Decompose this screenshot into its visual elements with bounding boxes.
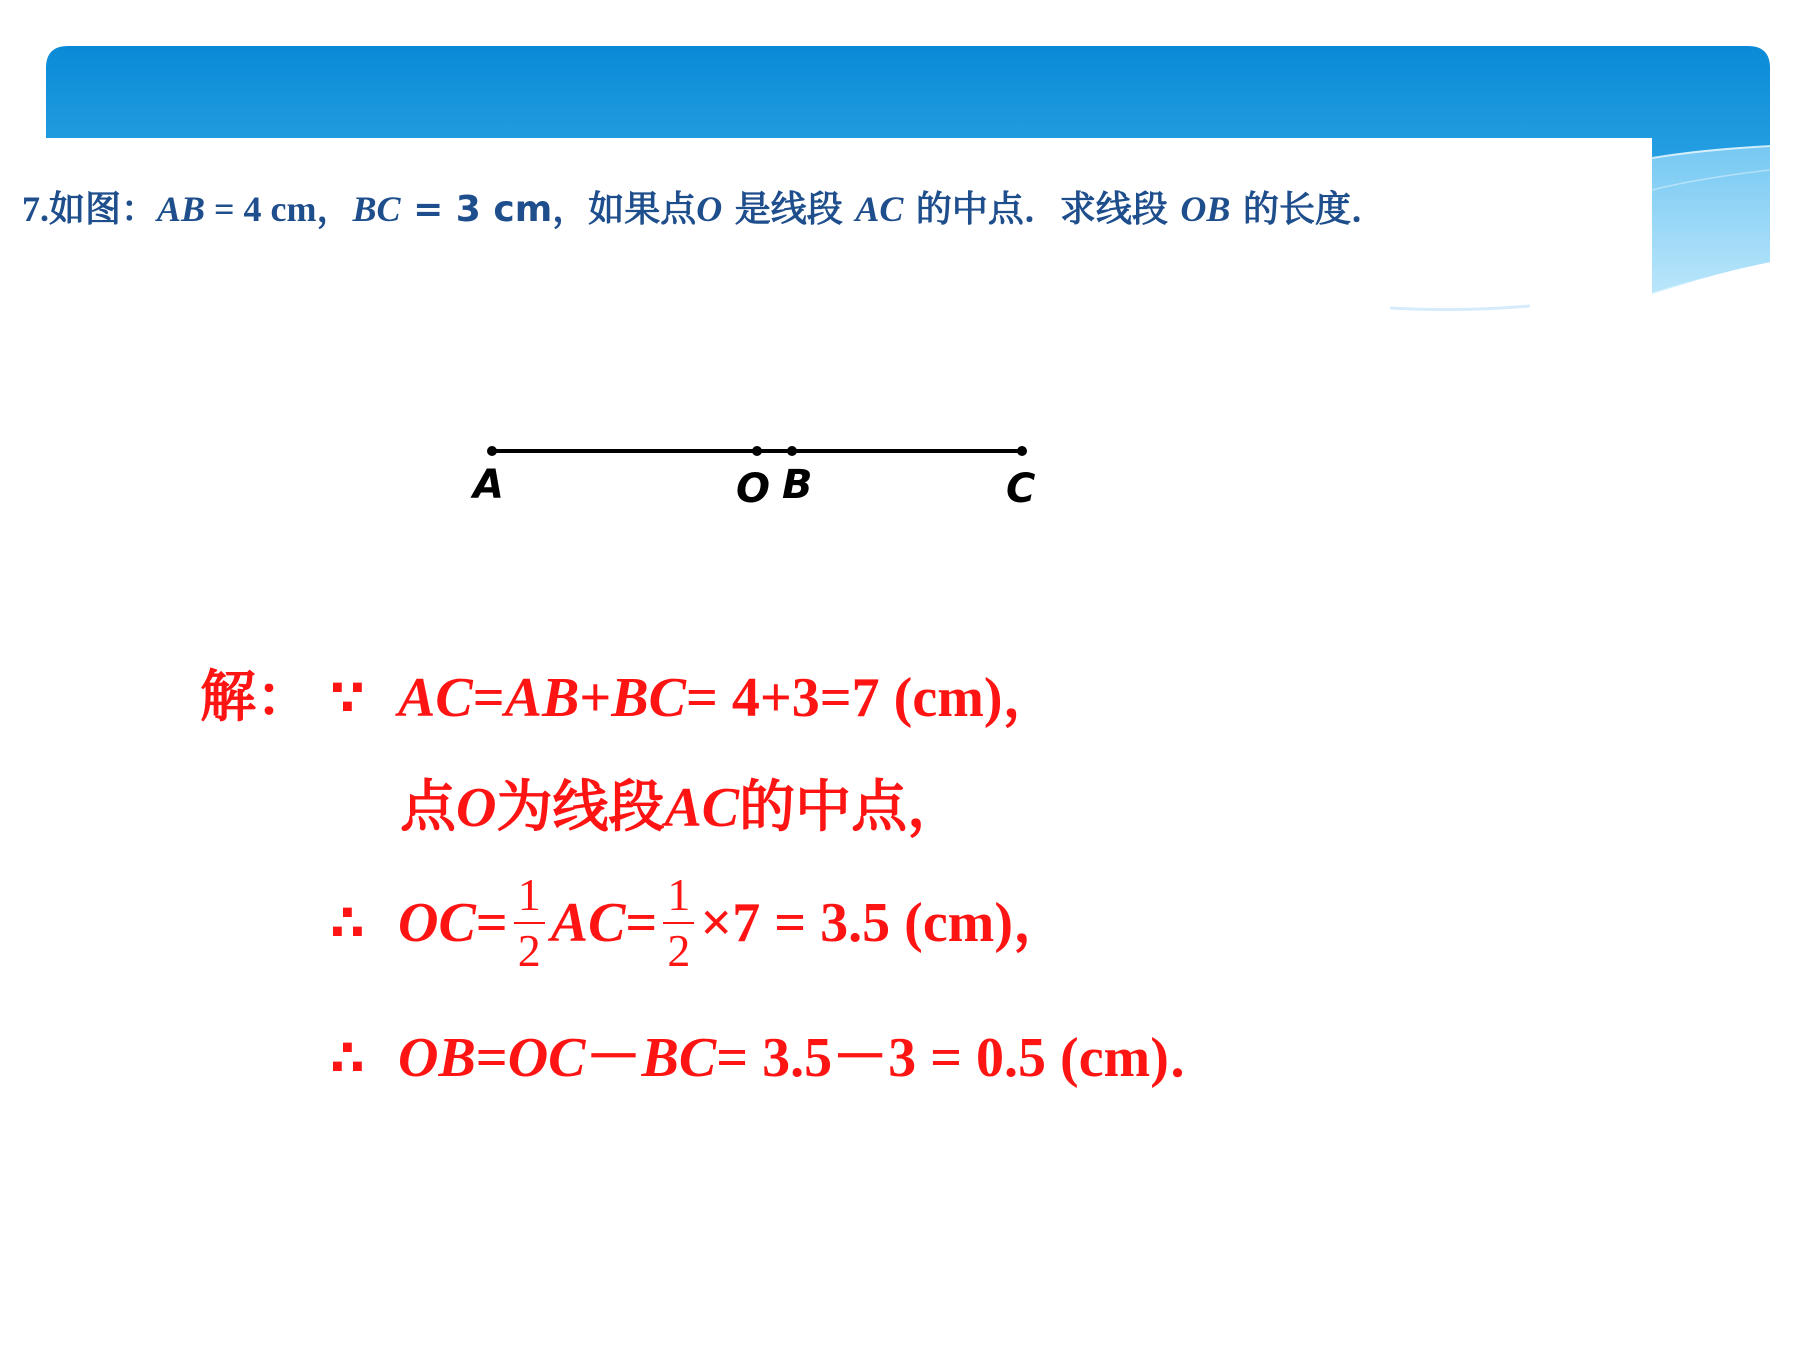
banner-wave [1652,146,1770,294]
label-o: O [736,466,771,512]
banner-strip [46,46,1770,292]
therefore-symbol: ∴ [330,1029,365,1087]
solution-line-4: ∴ OB = OC － BC = 3.5－3 = 0.5 (cm)． [330,1027,1225,1089]
label-a: A [473,462,504,508]
fraction-half-2: $\frac{1}{2}$ [663,872,694,974]
because-symbol: ∵ [330,669,365,727]
point-b [787,446,797,456]
label-c: C [1006,466,1036,512]
segment-figure [0,420,1800,540]
point-c [1017,446,1027,456]
point-a [487,446,497,456]
solution-line-3: ∴ OC = $\frac{1}{2}$ AC = $\frac{1}{2}$ ×7 = 3.5 (cm)， [330,869,1069,976]
label-b: B [782,462,813,508]
point-o [752,446,762,456]
therefore-symbol: ∴ [330,894,365,952]
solution-line-2: 点 O 为线段 AC 的中点， [400,775,964,840]
fraction-half-1: $\frac{1}{2}$ [514,872,545,974]
question-number: 7. [22,189,49,229]
solution-line-1: 解： ∵ AC = AB + BC = 4+3=7 (cm)， [200,665,1059,730]
header-banner [0,0,1800,330]
question-text: 7.如图：AB = 4 cm，BC = 3 cm，如果点O 是线段 AC 的中点．求线段 OB 的长度． [22,189,1387,230]
